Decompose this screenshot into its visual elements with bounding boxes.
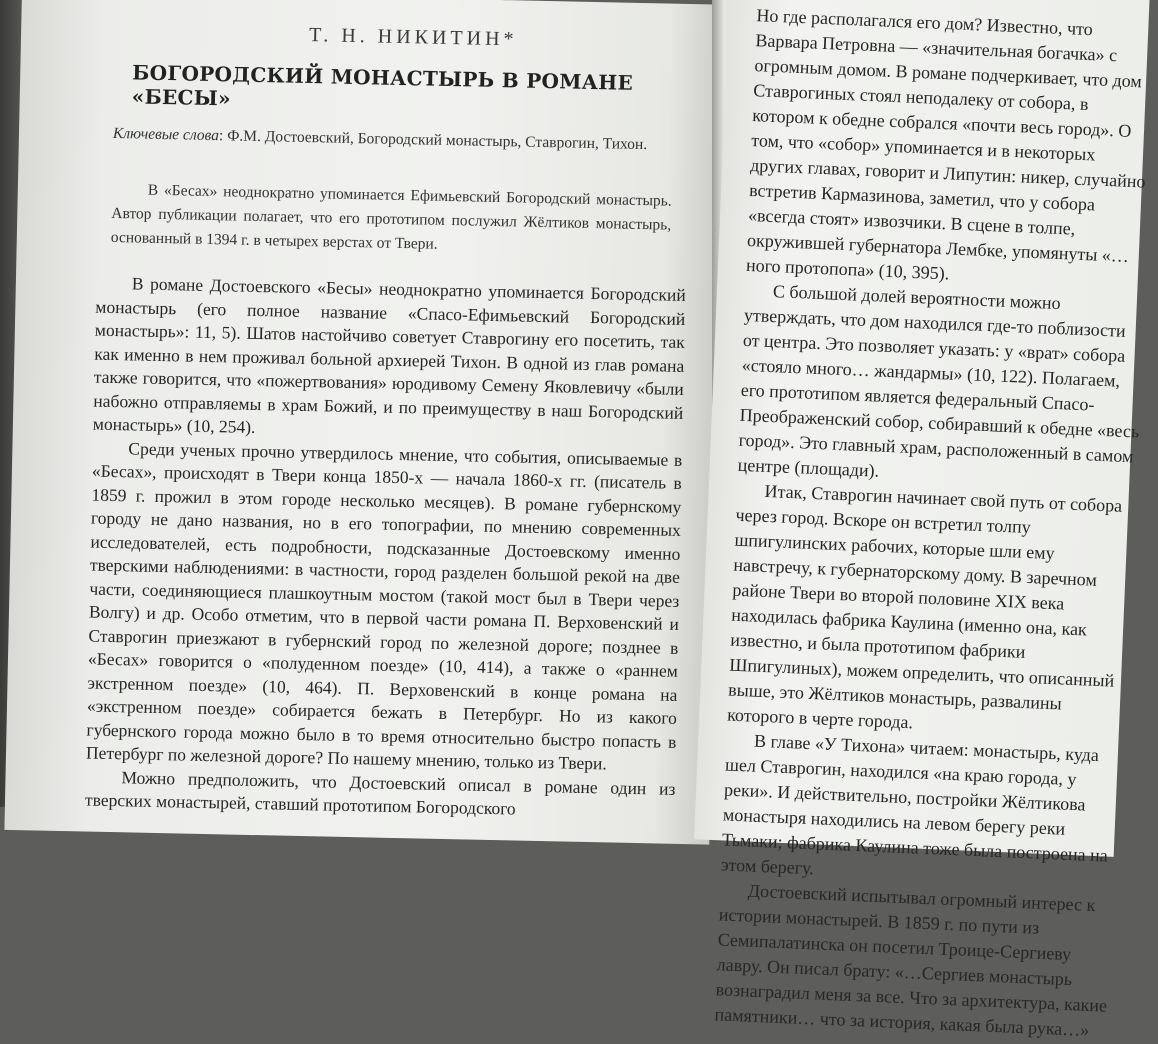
body-paragraph: Достоевский испытывал огромный интерес к истории монастырей. В 1859 г. по пути из Семипалатинска он посетил Троице-Сергиеву лавру. Он писал брату: «…Сергиев монастырь вознаградил меня за все. Что за архитектура, какие памятники… что за история, какая была рука…» [714,880,1108,1040]
body-paragraph: Но где располагался его дом? Известно, что Варвара Петровна — «значительная богачка» с огромным домом. В романе подчеркивает, что дом Ставрогиных стоял неподалеку от собора, в котором к обедне собрался «почти весь город». О том, что «собор» упоминается и в некоторых других главах, говорит и Липутин: никер, случайно встретив Кармазинова, заметил, что у собора «всегда стоят» извозчики. В сцене в толпе, окружившей губернатора Лембке, упомянуты «…ного протопопа» (10, 395). [745,5,1146,284]
keywords [113,122,673,158]
left-page [4,0,726,845]
keywords-text: : Ф.М. Достоевский, Богородский монастырь, Ставрогин, Тихон. [218,127,648,154]
body-paragraph: Среди ученых прочно утвердилось мнение, что события, описываемые в «Бесах», происходят в Твери конца 1850-х — начала 1860-х гг. (писатель в 1859 г. прожил в этом городе несколько месяцев). В романе губернскому городу не дано названия, но в его топографии, по мнению современных исследователей, есть подробности, подсказанные Достоевскому именно тверскими наблюдениями: в частности, город разделен большой рекой на две части, соединяющиеся плашкоутным мостом (такой мост был в Твери через Волгу) и др. Особо отметим, что в первой части романа П. Верховенский и Ставрогин приезжают в губернский город по железной дороге; позднее в «Бесах» говорится о «полуденном поезде» (10, 414), а также о «раннем экстренном поезде» (10, 464). П. Верховенский в конце романа на «экстренном поезде» собирается бежать в Петербург. Но из какого губернского города можно было в то время относительно быстро попасть в Петербург по железной дороге? По нашему мнению, только из Твери. [85,437,683,774]
abstract: В «Бесах» неоднократно упоминается Ефимьевский Богородский монастырь. Автор публикации полагает, что его прототипом послужил Жёлтиков монастырь, основанный в 1394 г. в четырех верстах от Твери. [110,181,672,253]
body-paragraph: Итак, Ставрогин начинает свой путь от собора через город. Вскоре он встретил толпу шпигулинских рабочих, которые шли ему навстречу, к губернаторскому дому. В заречном районе Твери во второй половине XIX века находилась фабрика Каулина (именно она, как известно, и была прототипом фабрики Шпигулиных), можем определить, что описанный выше, это Жёлтиков монастырь, развалины которого в черте города. [726,480,1123,733]
article-title: БОГОРОДСКИЙ МОНАСТЫРЬ В РОМАНЕ «БЕСЫ» [131,60,634,111]
right-page [694,0,1150,1040]
article-body [85,272,686,825]
body-paragraph: Можно предположить, что Достоевский описал в романе один из тверских монастырей, ставший прототипом Богородского [84,766,676,819]
keywords-label: Ключевые слова [112,124,220,145]
body-paragraph: В романе Достоевского «Бесы» неоднократно упоминается Богородский монастырь (его полное название «Спасо-Ефимьевский Богородский монастырь»: 11, 5). Шатов настойчиво советует Ставрогину его посетить, так как именно в нем проживал больной архиерей Тихон. В одной из глав романа также говорится, что «пожертвования» юродивому Семену Яковлевичу «были набожно отправляемы в храм Божий, и по преимуществу в наш Богородский монастырь» (10, 254). [92,273,686,437]
article-author: Т. Н. НИКИТИН* [308,24,518,51]
body-paragraph: С большой долей вероятности можно утверждать, что дом находился где-то поблизости от центра. Это позволяет указать: у «врат» собора «стояло много… жандармы» (10, 122). Полагаем, его прототипом является федеральный Спасо-Преображенский собор, собиравший к обедне «весь город». Это главный храм, расположенный в самом центре (площади). [737,281,1140,481]
body-paragraph: В главе «У Тихона» читаем: монастырь, куда шел Ставрогин, находился «на краю города, у реки». И действительно, постройки Жёлтикова монастыря находились на левом берегу реки Тьмаки; фабрика Каулина тоже была построена на этом берегу. [720,730,1109,879]
right-page-body [714,3,1157,1044]
